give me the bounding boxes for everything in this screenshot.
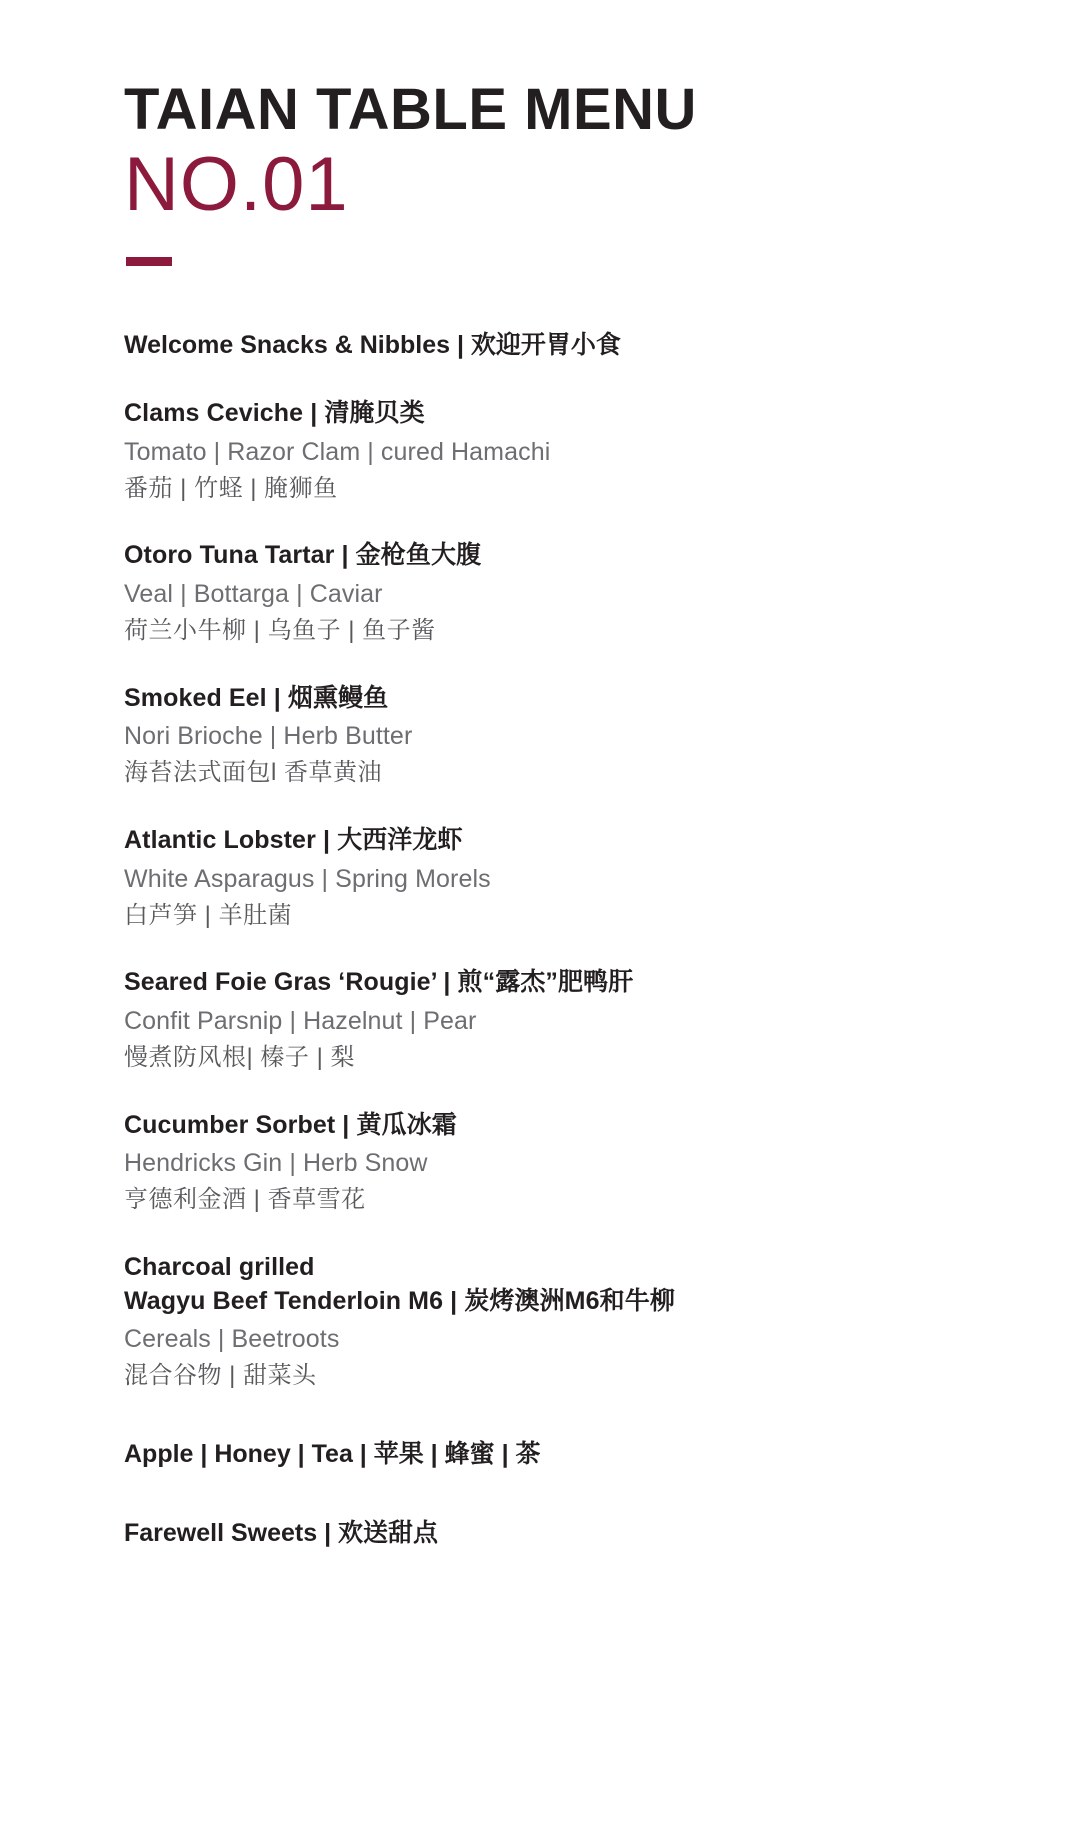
course-subtitle-en: Nori Brioche | Herb Butter xyxy=(124,722,413,751)
farewell-sweets-label: Farewell Sweets | 欢送甜点 xyxy=(124,1519,439,1548)
course-subtitle-cn: 亨德利金酒 | 香草雪花 xyxy=(124,1186,366,1214)
farewell-sweets-section xyxy=(124,1516,970,1551)
course-title: Cucumber Sorbet | 黄瓜冰霜 xyxy=(124,1110,457,1139)
course-subtitle-en: White Asparagus | Spring Morels xyxy=(124,864,491,893)
course-item xyxy=(124,682,970,790)
course-subtitle-cn: 白芦笋 | 羊肚菌 xyxy=(124,901,293,929)
course-item xyxy=(124,824,970,932)
welcome-snacks-section xyxy=(124,328,970,363)
pre-dessert-label: Apple | Honey | Tea | 苹果 | 蜂蜜 | 茶 xyxy=(124,1440,541,1469)
course-subtitle-en: Tomato | Razor Clam | cured Hamachi xyxy=(124,437,551,466)
course-item xyxy=(124,1109,970,1217)
course-item xyxy=(124,966,970,1074)
course-subtitle-cn: 慢煮防风根| 榛子 | 梨 xyxy=(124,1044,355,1072)
page-title: TAIAN TABLE MENU xyxy=(124,77,697,142)
course-subtitle-en: Hendricks Gin | Herb Snow xyxy=(124,1149,428,1178)
main-course-title-line1: Charcoal grilled xyxy=(124,1252,315,1281)
welcome-snacks-label: Welcome Snacks & Nibbles | 欢迎开胃小食 xyxy=(124,330,621,359)
course-subtitle-cn: 荷兰小牛柳 | 乌鱼子 | 鱼子酱 xyxy=(124,616,436,644)
main-course-subtitle-cn: 混合谷物 | 甜菜头 xyxy=(124,1362,317,1390)
menu-number: NO.01 xyxy=(124,141,349,227)
main-course-item xyxy=(124,1251,970,1393)
course-title: Seared Foie Gras ‘Rougie’ | 煎“露杰”肥鸭肝 xyxy=(124,968,634,997)
course-item xyxy=(124,397,970,505)
course-subtitle-en: Veal | Bottarga | Caviar xyxy=(124,579,383,608)
course-subtitle-en: Confit Parsnip | Hazelnut | Pear xyxy=(124,1007,477,1036)
course-item xyxy=(124,539,970,647)
pre-dessert-section xyxy=(124,1437,970,1472)
courses-list xyxy=(124,328,970,1551)
course-title: Smoked Eel | 烟熏鳗鱼 xyxy=(124,683,389,712)
main-course-subtitle-en: Cereals | Beetroots xyxy=(124,1325,340,1354)
course-subtitle-cn: 海苔法式面包l 香草黄油 xyxy=(124,759,382,787)
divider-rule xyxy=(126,257,172,266)
course-title: Clams Ceviche | 清腌贝类 xyxy=(124,398,425,427)
course-title: Atlantic Lobster | 大西洋龙虾 xyxy=(124,825,463,854)
main-course-title-line2: Wagyu Beef Tenderloin M6 | 炭烤澳洲M6和牛柳 xyxy=(124,1286,675,1315)
course-title: Otoro Tuna Tartar | 金枪鱼大腹 xyxy=(124,541,482,570)
course-subtitle-cn: 番茄 | 竹蛏 | 腌狮鱼 xyxy=(124,474,338,502)
